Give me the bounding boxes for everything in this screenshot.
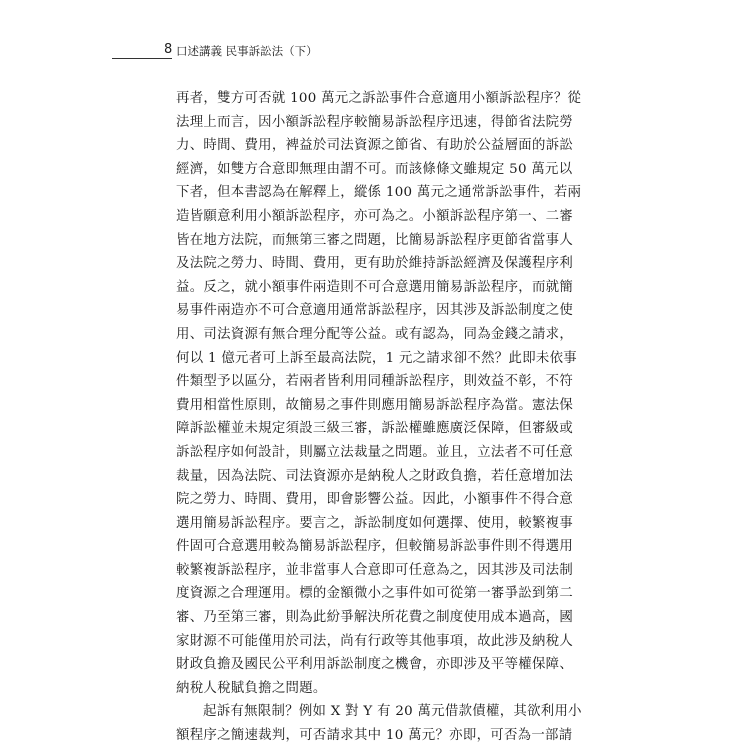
text-line: 度資源之合理運用。標的金額微小之事件如可從第一審爭訟到第二 <box>176 586 574 602</box>
book-title: 口述講義 民事訴訟法（下） <box>176 44 318 58</box>
text-line: 納稅人稅賦負擔之問題。 <box>176 680 327 696</box>
text-line: 易事件兩造亦不可合意適用通常訴訟程序，因其涉及訴訟制度之使 <box>176 303 574 319</box>
text-line: 額程序之簡速裁判，可否請求其中 10 萬元？亦即，可否為一部請 <box>176 728 573 744</box>
text-line: 選用簡易訴訟程序。要言之，訴訟制度如何選擇、使用，較繁複事 <box>176 515 574 531</box>
text-line: 皆在地方法院，而無第三審之問題，比簡易訴訟程序更節省當事人 <box>176 232 574 248</box>
text-line: 經濟，如雙方合意即無理由謂不可。而該條條文雖規定 50 萬元以 <box>176 161 573 177</box>
text-line: 法理上而言，因小額訴訟程序較簡易訴訟程序迅速，得節省法院勞 <box>176 114 574 130</box>
text-line: 障訴訟權並未規定須設三級三審，訴訟權雖應廣泛保障，但審級或 <box>176 421 574 437</box>
text-line: 及法院之勞力、時間、費用，更有助於維持訴訟經濟及保護程序利 <box>176 256 574 272</box>
text-line: 較繁複訴訟程序，並非當事人合意即可任意為之，因其涉及司法制 <box>176 562 574 578</box>
text-line: 件固可合意選用較為簡易訴訟程序，但較簡易訴訟事件則不得選用 <box>176 539 574 555</box>
text-line: 院之勞力、時間、費用，即會影響公益。因此，小額事件不得合意 <box>176 492 574 508</box>
text-line: 費用相當性原則，故簡易之事件則應用簡易訴訟程序為當。憲法保 <box>176 397 574 413</box>
text-line: 益。反之，就小額事件兩造則不可合意選用簡易訴訟程序，而就簡 <box>176 279 574 295</box>
running-head <box>112 41 342 63</box>
text-line: 審、乃至第三審，則為此紛爭解決所花費之制度使用成本過高，國 <box>176 610 574 626</box>
text-line: 用、司法資源有無合理分配等公益。或有認為，同為金錢之請求， <box>176 326 574 342</box>
text-line: 再者，雙方可否就 100 萬元之訴訟事件合意適用小額訴訟程序？從 <box>176 91 582 106</box>
text-line: 訴訟程序如何設計，則屬立法裁量之問題。並且，立法者不可任意 <box>176 444 574 460</box>
text-line: 力、時間、費用，裨益於司法資源之節省、有助於公益層面的訴訟 <box>176 138 574 154</box>
text-line: 家財源不可能僅用於司法，尚有行政等其他事項，故此涉及納稅人 <box>176 633 574 649</box>
text-line: 下者，但本書認為在解釋上，縱係 100 萬元之通常訴訟事件，若兩 <box>176 185 582 201</box>
page-number: 8 <box>164 42 173 57</box>
text-line: 造皆願意利用小額訴訟程序，亦可為之。小額訴訟程序第一、二審 <box>176 208 574 224</box>
text-line: 財政負擔及國民公平利用訴訟制度之機會，亦即涉及平等權保障、 <box>176 657 574 673</box>
text-line: 件類型予以區分，若兩者皆利用同種訴訟程序，則效益不彰，不符 <box>176 374 574 390</box>
header-rule <box>112 58 172 59</box>
paragraph <box>176 87 582 700</box>
text-line: 裁量，因為法院、司法資源亦是納稅人之財政負擔，若任意增加法 <box>176 468 574 484</box>
text-line: 何以 1 億元者可上訴至最高法院，1 元之請求卻不然？此即未依事 <box>176 350 577 366</box>
text-line: 起訴有無限制？例如 X 對 Y 有 20 萬元借款債權，其欲利用小 <box>203 704 582 720</box>
paragraph <box>176 700 582 747</box>
body-text <box>176 87 582 748</box>
